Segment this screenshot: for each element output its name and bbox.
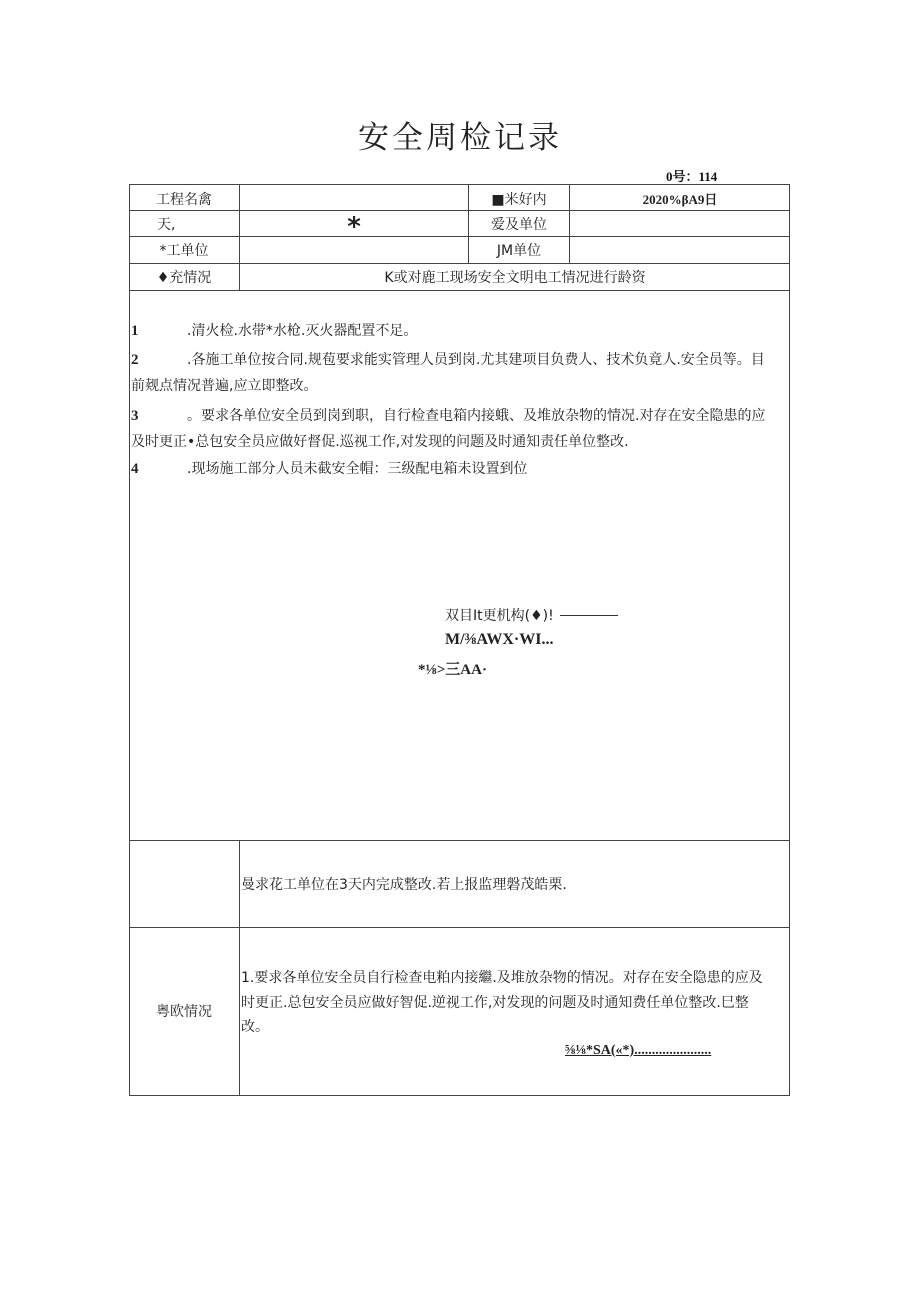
row-divider	[129, 927, 790, 928]
weather-value: *	[347, 212, 361, 242]
project-name-label: 工程名禽	[156, 192, 212, 208]
signature-line-2: M/⅜AWX·WI...	[445, 631, 554, 648]
inspection-value: K或对鹿工现场安全文明电工情况进行龄资	[384, 270, 646, 286]
doc-number: 0号：114	[666, 169, 718, 184]
finding-number: 4	[131, 461, 139, 477]
rectification-label: 粤欧情况	[156, 1004, 212, 1020]
inspector-signature-line	[445, 605, 618, 625]
row-divider	[129, 290, 790, 291]
finding-text: .各施工单位按合同.规苞要求能实管理人员到岗.尤其建项目负费人、技术负竟人.安全员等。目	[187, 352, 765, 368]
jm-unit-label: JM单位	[496, 243, 542, 259]
page-title: 安全周检记录	[358, 120, 562, 156]
row-divider	[129, 840, 790, 841]
inspector-signature-label: 双目It更机构(♦)!	[445, 608, 554, 624]
col-divider	[239, 840, 240, 1096]
finding-text-continued: 前觌点情况普遍,应立即整改。	[131, 378, 318, 394]
finding-text: .现场施工部分人员未截安全帽：三级配电箱未设置到位	[187, 461, 528, 477]
construction-unit-label: *工单位	[159, 243, 209, 259]
rectification-line-2: 时更正.总包安全员应做好智促.逆视工作,对发现的问题及时通知费任单位整改.巳整	[241, 995, 749, 1011]
rectification-line-3: 改。	[241, 1019, 269, 1035]
supervision-unit-label: 爱及单位	[491, 217, 547, 233]
finding-number: 3	[131, 408, 139, 424]
signature-line-3: *⅛>三AA·	[418, 662, 487, 678]
requirement-text: 曼求花工单位在3天内完成整改.若上报监理磐茂皓栗.	[241, 877, 567, 893]
finding-number: 2	[131, 352, 139, 368]
date-value: 2020%βA9日	[642, 192, 718, 207]
weather-label: 天,	[157, 217, 176, 233]
date-label: ■米好内	[491, 192, 547, 208]
finding-number: 1	[131, 323, 139, 339]
finding-text: .清火检.水带*水枪.灭火器配置不足。	[187, 323, 418, 339]
inspection-label: ♦充情况	[156, 270, 212, 286]
row-divider	[129, 210, 790, 211]
rectification-signoff: ⅝⅛*SA(«*)......................	[565, 1043, 712, 1058]
rectification-line-1: 1.要求各单位安全员自行检查电粕内接繼.及堆放杂物的情况。对存在安全隐患的应及	[241, 970, 763, 986]
finding-text: 。要求各单位安全员到岗到职，自行检查电箱内接蛾、及堆放杂物的情况.对存在安全隐患的应	[187, 408, 766, 424]
row-divider	[129, 263, 790, 264]
finding-text-continued: 及时更正•总包安全员应做好督促.巡视工作,对发现的问题及时通知责任单位整改.	[131, 434, 629, 450]
